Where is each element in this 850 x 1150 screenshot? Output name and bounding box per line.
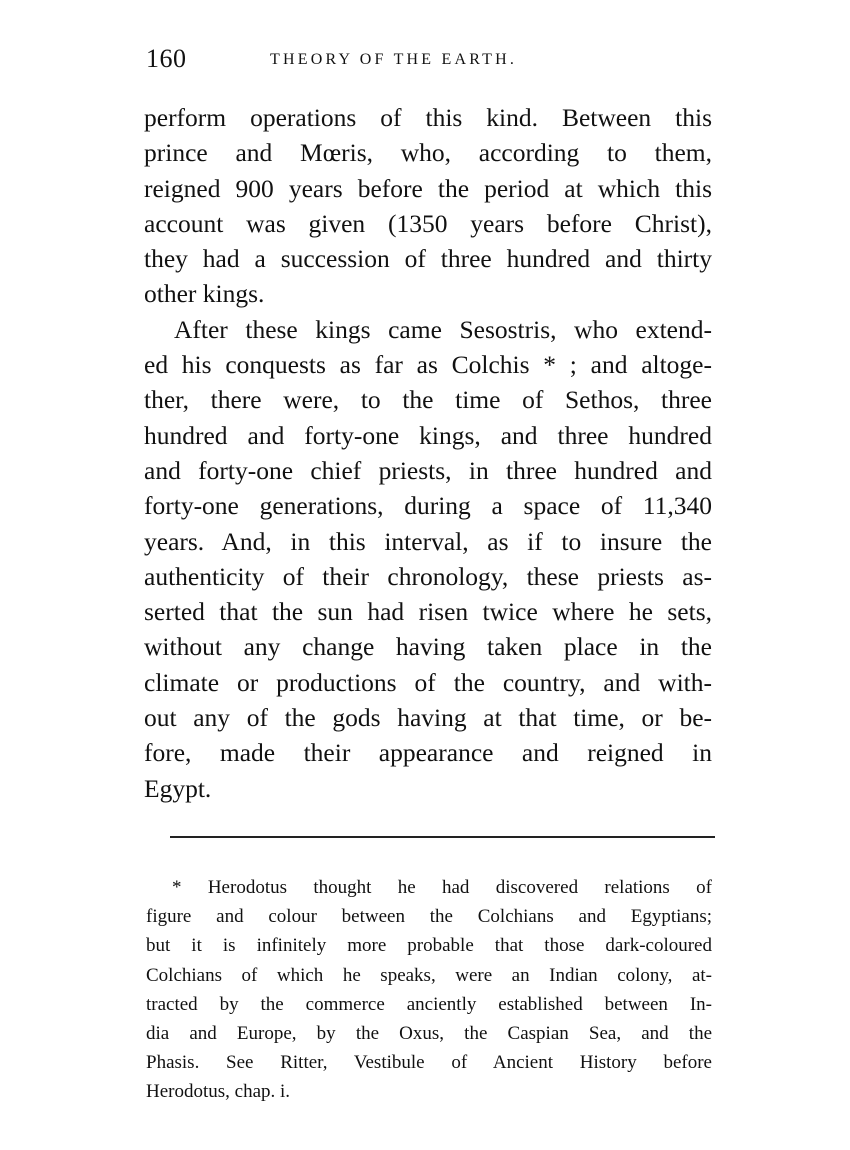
text-line: years. And, in this interval, as if to insure the	[144, 526, 712, 556]
footnote-line: but it is infinitely more probable that those dark-coloured	[146, 935, 712, 957]
page-header	[146, 44, 712, 80]
footnote-separator	[170, 836, 715, 838]
footnote-line: * Herodotus thought he had discovered relations of	[172, 877, 712, 898]
text-line: hundred and forty-one kings, and three hundred	[144, 420, 712, 450]
text-line: ther, there were, to the time of Sethos, three	[144, 385, 712, 415]
text-line: reigned 900 years before the period at which this	[144, 173, 712, 203]
text-line: serted that the sun had risen twice where he sets,	[144, 597, 712, 627]
footnote-line: dia and Europe, by the Oxus, the Caspian Sea, and the	[146, 1022, 712, 1044]
footnote-line: Colchians of which he speaks, were an Indian colony, at-	[146, 964, 712, 986]
page-number: 160	[146, 44, 187, 73]
text-line: After these kings came Sesostris, who extend-	[174, 314, 712, 344]
text-line: they had a succession of three hundred and thirty	[144, 244, 712, 274]
main-text	[144, 100, 712, 806]
text-line: out any of the gods having at that time, or be-	[144, 703, 712, 733]
footnote-line: tracted by the commerce anciently established between In-	[146, 993, 712, 1015]
text-line: other kings.	[144, 279, 265, 309]
text-line: ed his conquests as far as Colchis * ; and altoge-	[144, 350, 712, 380]
running-title: THEORY OF THE EARTH.	[270, 51, 518, 68]
text-line: and forty-one chief priests, in three hundred and	[144, 455, 712, 485]
text-line: forty-one generations, during a space of 11,340	[144, 491, 712, 521]
text-line: fore, made their appearance and reigned in	[144, 738, 712, 768]
footnote-line: figure and colour between the Colchians and Egyptians;	[146, 906, 712, 928]
text-line: perform operations of this kind. Between this	[144, 103, 712, 132]
footnote	[146, 873, 712, 1107]
text-line: Egypt.	[144, 773, 212, 803]
text-line: authenticity of their chronology, these priests as-	[144, 561, 712, 591]
text-line: account was given (1350 years before Christ),	[144, 208, 712, 238]
footnote-line: Phasis. See Ritter, Vestibule of Ancient History before	[146, 1052, 712, 1074]
text-line: prince and Mœris, who, according to them,	[144, 138, 712, 168]
text-line: climate or productions of the country, and with-	[144, 667, 712, 697]
text-line: without any change having taken place in the	[144, 632, 712, 662]
footnote-line: Herodotus, chap. i.	[146, 1081, 291, 1103]
